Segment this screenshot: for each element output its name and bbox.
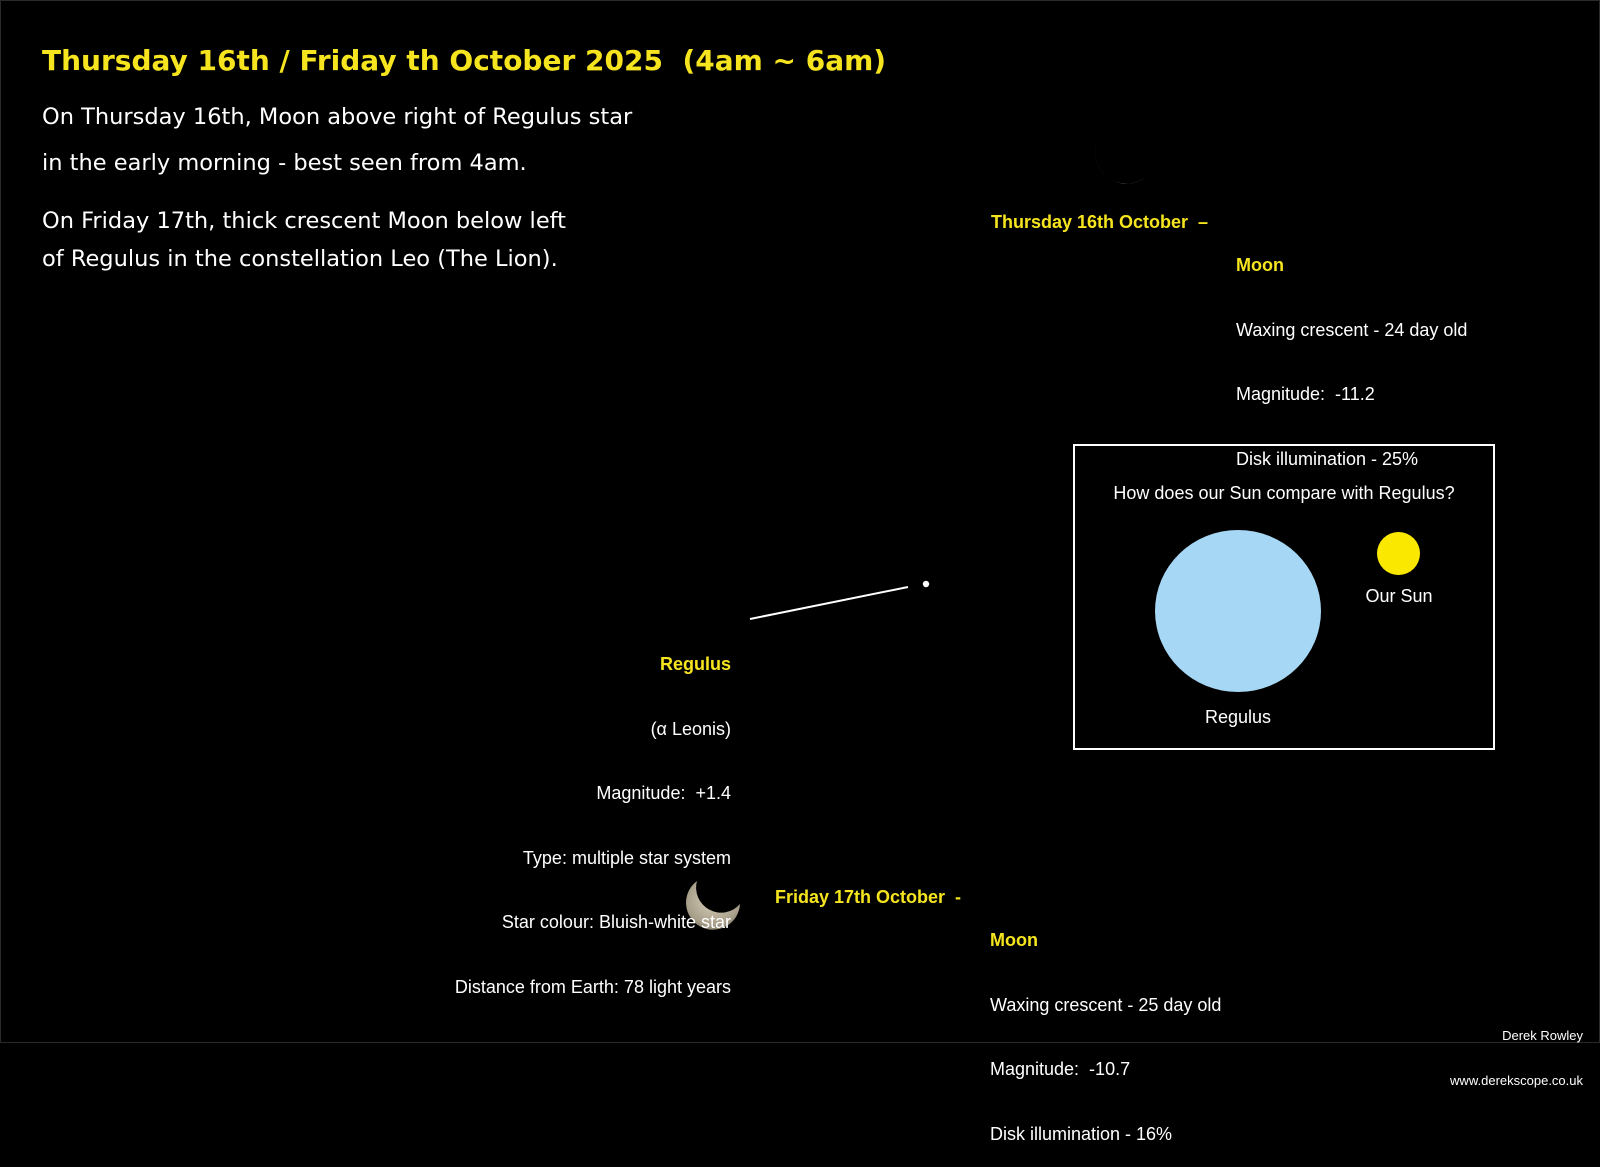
credit-website: www.derekscope.co.uk — [1450, 1073, 1583, 1088]
intro-line-2: in the early morning - best seen from 4am. — [42, 150, 527, 176]
regulus-colour: Star colour: Bluish-white star — [501, 912, 731, 932]
sun-size-disc — [1377, 532, 1420, 575]
intro-line-1: On Thursday 16th, Moon above right of Regulus star — [42, 104, 633, 130]
thursday-moon-magnitude: Magnitude: -11.2 — [1236, 384, 1375, 404]
sun-disc-label: Our Sun — [1365, 586, 1433, 606]
regulus-pointer-line — [750, 587, 908, 619]
friday-date-label: Friday 17th October - — [775, 887, 962, 907]
thursday-moon-illumination: Disk illumination - 25% — [1236, 448, 1419, 469]
intro-line-4: of Regulus in the constellation Leo (The Lion). — [42, 246, 558, 272]
friday-moon-heading: Moon — [990, 930, 1038, 950]
regulus-distance: Distance from Earth: 78 light years — [454, 976, 731, 997]
regulus-star-dot-icon — [923, 581, 929, 587]
credit-block — [1450, 998, 1583, 1103]
thursday-moon-heading: Moon — [1236, 255, 1284, 275]
friday-moon-info — [990, 887, 1221, 1167]
comparison-question: How does our Sun compare with Regulus? — [1113, 483, 1455, 503]
page-title: Thursday 16th / Friday th October 2025 (4am ~ 6am) — [42, 44, 887, 77]
regulus-magnitude: Magnitude: +1.4 — [596, 783, 731, 803]
regulus-info — [455, 611, 731, 1020]
regulus-heading: Regulus — [659, 654, 731, 674]
thursday-date-label: Thursday 16th October – — [991, 212, 1209, 232]
sun-regulus-comparison-box — [1073, 444, 1495, 750]
friday-moon-phase: Waxing crescent - 25 day old — [990, 994, 1222, 1015]
crescent-moon-thursday-icon — [1095, 132, 1150, 184]
regulus-type: Type: multiple star system — [522, 847, 731, 868]
thursday-moon-phase: Waxing crescent - 24 day old — [1236, 319, 1468, 340]
friday-moon-magnitude: Magnitude: -10.7 — [990, 1059, 1131, 1079]
regulus-disc-label: Regulus — [1204, 707, 1272, 727]
regulus-size-disc — [1155, 530, 1321, 692]
regulus-designation: (α Leonis) — [650, 718, 731, 739]
friday-moon-illumination: Disk illumination - 16% — [990, 1123, 1173, 1144]
intro-line-3: On Friday 17th, thick crescent Moon below left — [42, 208, 567, 234]
credit-author: Derek Rowley — [1502, 1028, 1583, 1043]
